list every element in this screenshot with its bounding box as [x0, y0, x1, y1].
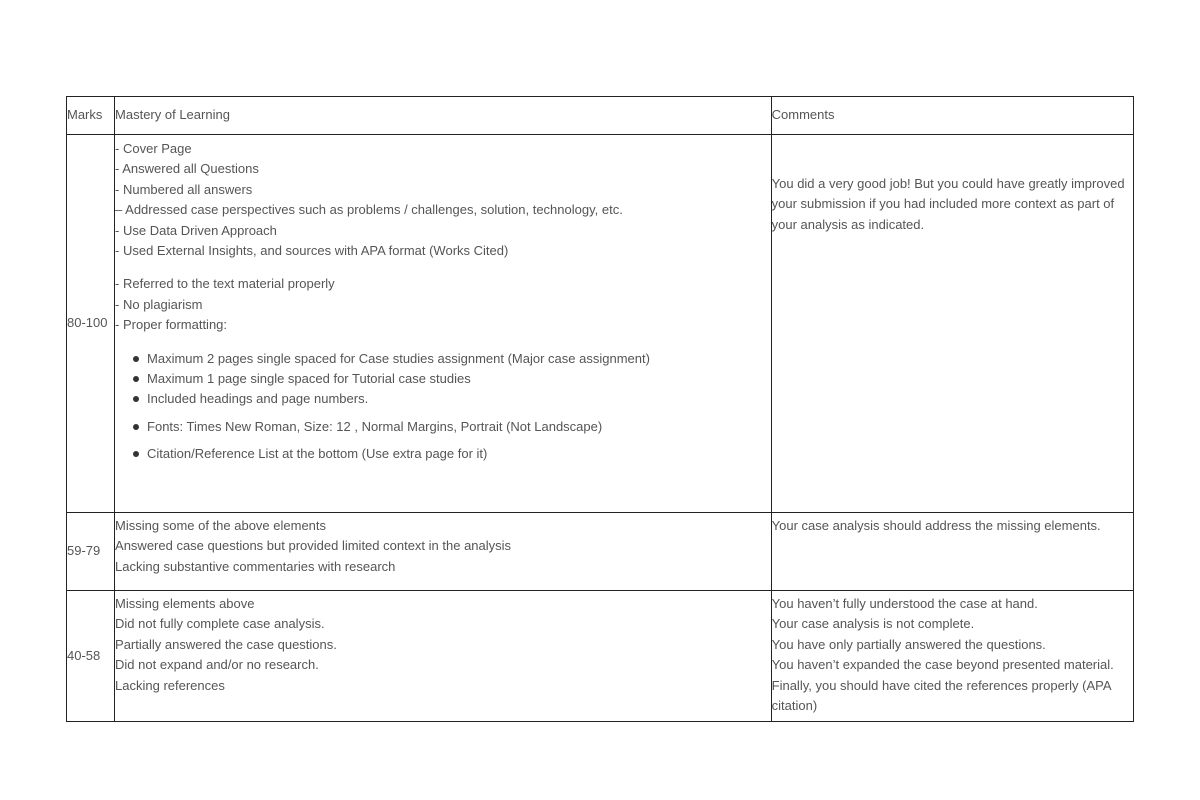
comment-text: You have only partially answered the questions.: [771, 636, 1046, 652]
comment-cell: [771, 135, 1133, 513]
mastery-cell: [115, 591, 772, 722]
criteria-item: Partially answered the case questions.: [115, 636, 337, 652]
comment-text: You haven’t fully understood the case at hand.: [771, 596, 1038, 611]
mastery-header: Mastery of Learning: [115, 97, 772, 135]
comment-text: Your case analysis is not complete.: [771, 616, 975, 632]
criteria-item: - Referred to the text material properly: [115, 276, 335, 292]
comment-text: Finally, you should have cited the references properly (APA citation): [771, 677, 1111, 714]
formatting-bullet: Citation/Reference List at the bottom (Use extra page for it): [131, 444, 771, 464]
comment-text: You did a very good job! But you could have greatly improved your submission if you had included more context as part of your analysis as indicated.: [771, 176, 1125, 232]
criteria-item: Did not fully complete case analysis.: [115, 616, 325, 632]
header-row: [67, 97, 1134, 135]
marks-cell: 59-79: [67, 513, 115, 591]
formatting-bullet: Included headings and page numbers.: [131, 389, 771, 409]
formatting-list: [115, 349, 771, 465]
criteria-item: Lacking substantive commentaries with research: [115, 558, 396, 574]
comment-cell: [771, 591, 1133, 722]
criteria-item: - Used External Insights, and sources with APA format (Works Cited): [115, 243, 509, 259]
table-row: [67, 135, 1134, 513]
criteria-item: - Use Data Driven Approach: [115, 222, 277, 238]
criteria-item: Did not expand and/or no research.: [115, 657, 319, 673]
criteria-item: Lacking references: [115, 677, 225, 693]
criteria-item: Answered case questions but provided limited context in the analysis: [115, 538, 512, 554]
marks-header: Marks: [67, 97, 115, 135]
mastery-cell: [115, 135, 772, 513]
formatting-bullet: Maximum 2 pages single spaced for Case studies assignment (Major case assignment): [131, 349, 771, 369]
formatting-bullet: Maximum 1 page single spaced for Tutorial case studies: [131, 369, 771, 389]
criteria-item: Missing some of the above elements: [115, 518, 327, 533]
criteria-item: - Cover Page: [115, 141, 192, 156]
marks-cell: 80-100: [67, 135, 115, 513]
criteria-item: - No plagiarism: [115, 296, 203, 312]
criteria-item: - Answered all Questions: [115, 161, 259, 177]
criteria-item: - Proper formatting:: [115, 317, 228, 333]
table-row: [67, 513, 1134, 591]
criteria-item: – Addressed case perspectives such as problems / challenges, solution, technology, etc.: [115, 202, 623, 218]
comment-cell: [771, 513, 1133, 591]
criteria-item: - Numbered all answers: [115, 181, 253, 197]
marks-cell: 40-58: [67, 591, 115, 722]
comment-text: Your case analysis should address the missing elements.: [771, 518, 1101, 533]
comment-text: You haven’t expanded the case beyond presented material.: [771, 657, 1114, 673]
comments-header: Comments: [771, 97, 1133, 135]
table-row: [67, 591, 1134, 722]
formatting-bullet: Fonts: Times New Roman, Size: 12 , Normal Margins, Portrait (Not Landscape): [131, 417, 771, 437]
mastery-cell: [115, 513, 772, 591]
rubric-table: [66, 96, 1134, 722]
criteria-item: Missing elements above: [115, 596, 255, 611]
